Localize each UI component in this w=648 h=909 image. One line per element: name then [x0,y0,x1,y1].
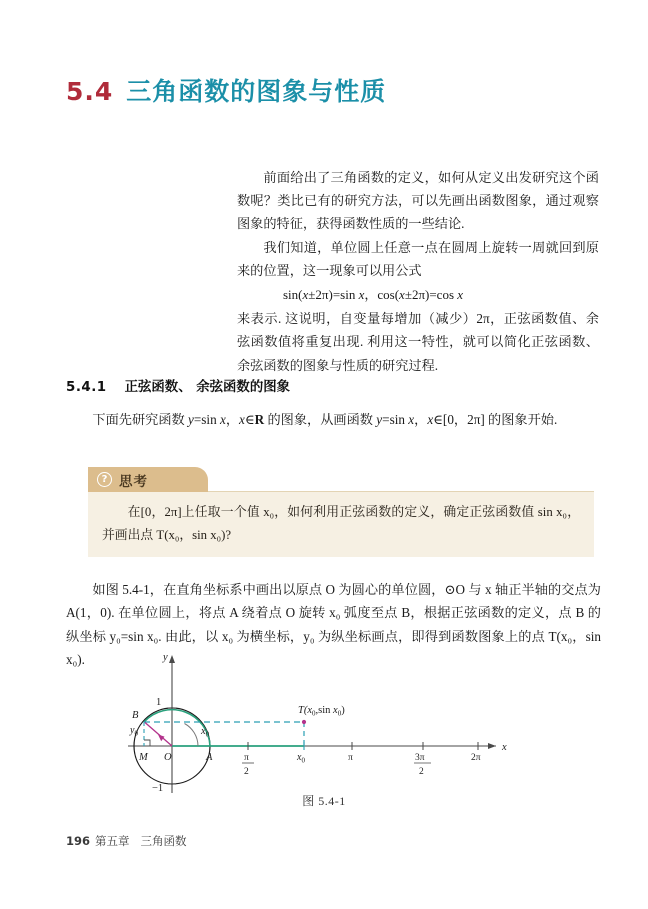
study-text-c: 的图象开始. [484,412,558,427]
y-label-minus-one: −1 [152,783,164,794]
think-box-label: 思考 [119,473,148,490]
x-label-2pi: 2π [471,753,481,763]
section-name: 三角函数的图象与性质 [126,77,387,106]
page-footer [66,833,187,849]
intro-block [237,166,599,377]
x-label-3half-pi-numerator: 3π [415,753,425,763]
x-label-pi: π [348,753,353,763]
chapter-title: 三角函数 [140,834,187,848]
x-label-half-pi-numerator: π [244,753,249,763]
intro-paragraph-3: 来表示. 这说明，自变量每增加（减少）2π，正弦函数值、余弦函数值将重复出现. 利用这一特性，就可以简化正弦函数、余弦函数的图象与性质的研究过程. [237,311,599,373]
label-point-T: $T(x_0,\sin$ $x_0$) [298,705,345,718]
subsection-title: 正弦函数、 余弦函数的图象 [124,380,290,395]
think-box [88,467,594,557]
figure-caption: 图 5.4-1 [302,794,346,808]
chapter-number: 第五章 [95,834,130,848]
unit-circle-sine-diagram [126,650,516,800]
think-box-text: 在[0，2π]上任取一个值 x₀，如何利用正弦函数的定义，确定正弦函数值 sin x₀，并画出点 T(x₀，sin x₀)? [102,505,580,542]
label-point-B: B [132,710,139,721]
y-axis-arrowhead [169,655,175,663]
label-point-M: M [139,752,148,763]
y-axis-label: y [163,652,168,663]
angle-arc-x0 [185,724,199,747]
study-text-a: 下面先研究函数 [92,412,188,427]
x-axis-arrowhead [488,743,496,749]
x-label-half-pi-denominator: 2 [244,767,249,777]
think-box-body [88,491,594,557]
figure-5-4-1 [126,650,516,800]
section-number: 5.4 [66,77,114,106]
angle-label-x0: $x_0$ [201,726,210,739]
page-title [66,72,386,108]
x-axis-label: x [502,742,507,753]
study-paragraph: 下面先研究函数 y=sin x，x∈R 的图象，从画函数 y=sin x，x∈[0，2π] 的图象开始. [92,412,558,427]
page-number: 196 [66,834,91,848]
label-y0: $y_0$ [130,725,138,738]
radius-O-to-B [145,723,172,747]
figref-text: 如图 5.4-1，在直角坐标系中画出以原点 O 为圆心的单位圆，⊙O 与 x 轴正半轴的交点为 A(1，0). 在单位圆上，将点 A 绕着点 O 旋转 x₀ 弧度至点 B，根据正弦函数的定义，点 B 的纵坐标 y₀=sin x₀. 由此，以 x₀ 为横坐标，y₀ 为纵坐标画点，即得到函数图象上的点 T(x₀，sin x₀). [66,582,601,668]
question-mark-icon: ? [97,472,112,487]
radius-arrowhead [158,735,165,742]
right-angle-mark-M [144,740,150,746]
subsection-number: 5.4.1 [66,380,107,395]
point-T-marker [302,720,306,724]
x-label-3half-pi-denominator: 2 [419,767,424,777]
intro-paragraph-1: 前面给出了三角函数的定义，如何从定义出发研究这个函数呢？类比已有的研究方法，可以先画出函数图象，通过观察图象的特征，获得函数性质的一些结论. [237,170,599,232]
label-point-A: A [206,752,213,763]
periodicity-formula: sin(x±2π)=sin x，cos(x±2π)=cos x [283,287,464,303]
think-box-tab [88,467,208,492]
y-label-one: 1 [156,697,162,708]
intro-paragraph-2: 我们知道，单位圆上任意一点在圆周上旋转一周就回到原来的位置，这一现象可以用公式 [237,239,599,278]
label-origin: O [164,752,172,763]
subsection-heading [66,376,290,395]
study-text-b: 的图象，从画函数 [264,412,377,427]
x-label-x0: $x_0$ [297,752,305,765]
